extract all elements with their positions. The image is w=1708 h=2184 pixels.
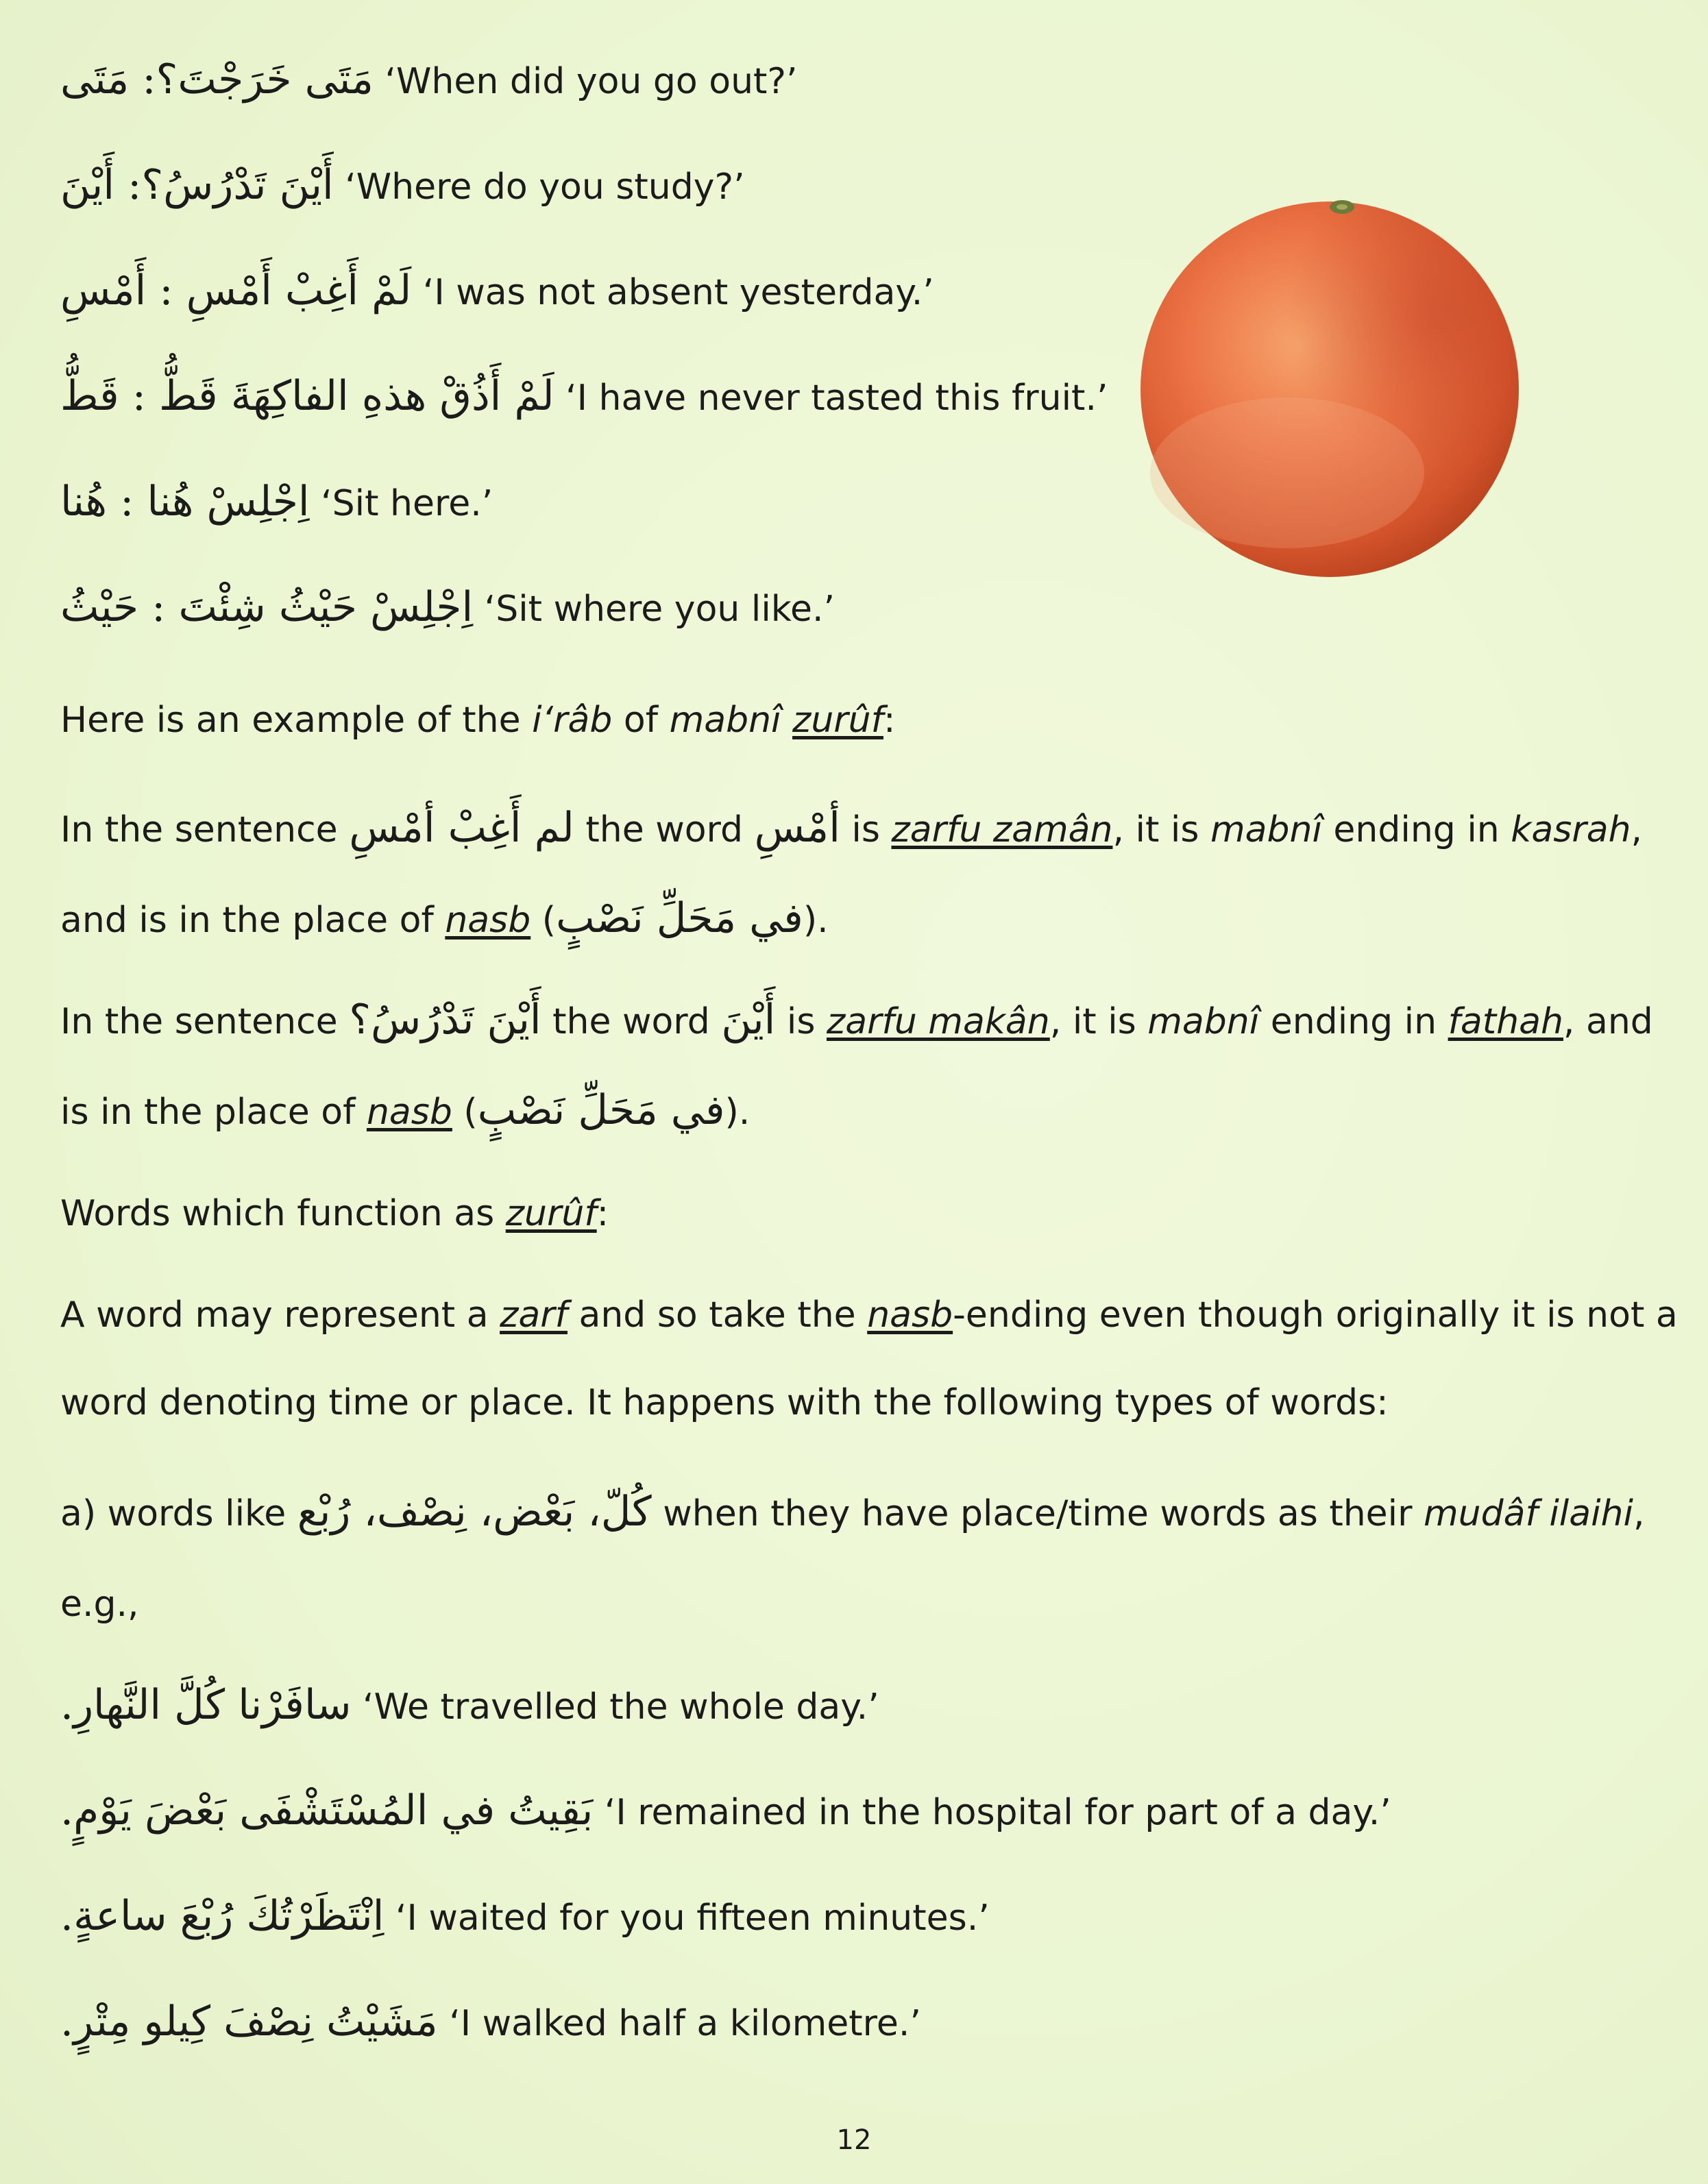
- example-line-1: مَتَى خَرَجْتَ؟: مَتَى ‘When did you go out?’: [60, 56, 798, 103]
- orange-fruit-illustration: [1130, 185, 1527, 582]
- example2-line-3: اِنْتَظَرْتُكَ رُبْعَ ساعةٍ. ‘I waited for you fifteen minutes.’: [60, 1892, 990, 1940]
- example2-line-4: مَشَيْتُ نِصْفَ كِيلو مِتْرٍ. ‘I walked half a kilometre.’: [60, 1998, 921, 2046]
- example2-line-2: بَقِيتُ في المُسْتَشْفَى بَعْضَ يَوْمٍ. ‘I remained in the hospital for part of a day.’: [60, 1787, 1391, 1835]
- para1-line1: In the sentence لم أَغِبْ أمْسِ the word أمْسِ is zarfu zamân, it is mabnî ending in kasrah,: [60, 804, 1643, 852]
- example-line-6: اِجْلِسْ حَيْثُ شِئْتَ : حَيْثُ ‘Sit where you like.’: [60, 583, 835, 631]
- example-line-3: لَمْ أَغِبْ أَمْسِ : أَمْسِ ‘I was not absent yesterday.’: [60, 267, 934, 315]
- para3-line1: A word may represent a zarf and so take the nasb-ending even though originally it is not a: [60, 1295, 1678, 1336]
- para2-line1: In the sentence أَيْنَ تَدْرُسُ؟ the word أَيْنَ is zarfu makân, it is mabnî ending in fathah, and: [60, 996, 1653, 1044]
- example2-line-1: سافَرْنا كُلَّ النَّهارِ. ‘We travelled the whole day.’: [60, 1681, 879, 1729]
- item-a-line1: a) words like كُلّ، بَعْض، نِصْف، رُبْع when they have place/time words as their mudâf ilaihi,: [60, 1488, 1645, 1536]
- page-number: 12: [836, 2124, 872, 2156]
- para3-line2: word denoting time or place. It happens with the following types of words:: [60, 1382, 1389, 1423]
- example-line-2: أَيْنَ تَدْرُسُ؟: أَيْنَ ‘Where do you study?’: [60, 161, 745, 209]
- example-line-5: اِجْلِسْ هُنا : هُنا ‘Sit here.’: [60, 478, 493, 526]
- example-line-4: لَمْ أَذُقْ هذهِ الفاكِهَةَ قَطُّ : قَطُّ ‘I have never tasted this fruit.’: [60, 372, 1108, 420]
- irab-intro: Here is an example of the i‘râb of mabnî zurûf:: [60, 700, 896, 741]
- item-a-eg: e.g.,: [60, 1584, 139, 1625]
- para2-line2: is in the place of nasb (في مَحَلِّ نَصْبٍ).: [60, 1086, 751, 1134]
- para1-line2: and is in the place of nasb (في مَحَلِّ نَصْبٍ).: [60, 894, 829, 942]
- words-heading: Words which function as zurûf:: [60, 1193, 609, 1234]
